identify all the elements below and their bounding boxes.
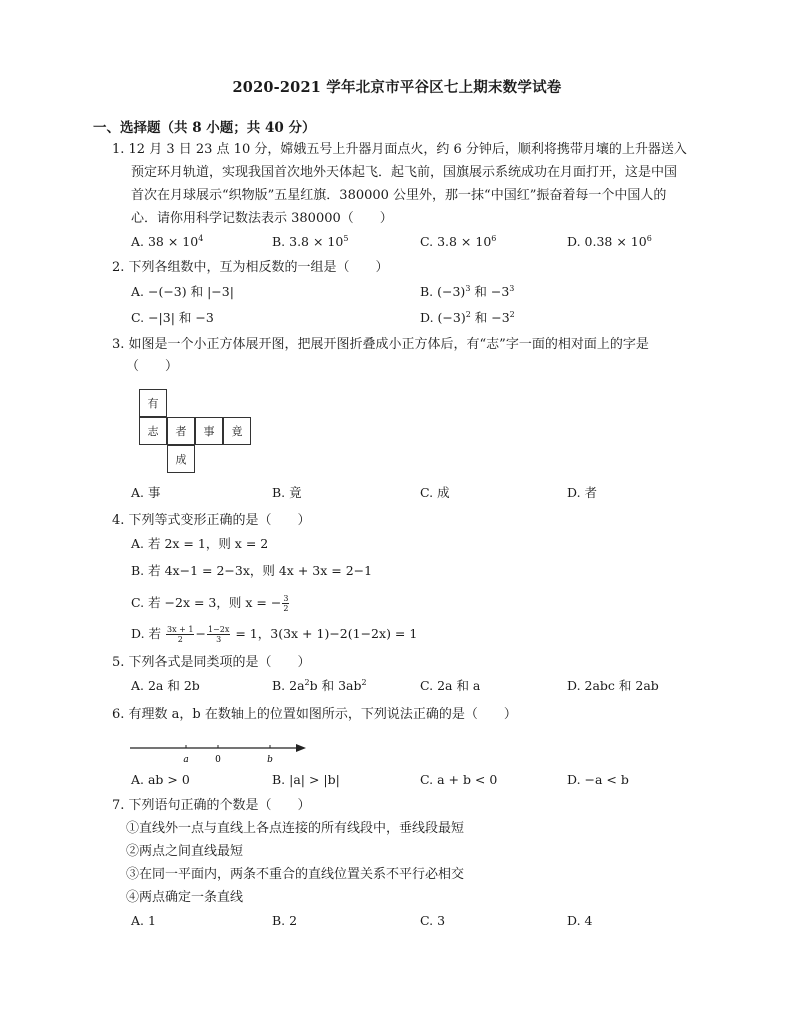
q1-option-a-exp: 4 — [198, 234, 204, 243]
number-line-figure — [128, 740, 308, 770]
q5-option-c[interactable]: C. 2a 和 a — [420, 678, 481, 693]
fraction-numerator: 3 — [283, 594, 289, 603]
q5-option-b[interactable] — [272, 678, 367, 694]
q1-line-2: 预定环月轨道，实现我国首次地外天体起飞．起飞前，国旗展示系统成功在月面打开，这是中国 — [131, 165, 678, 180]
q5-option-b-exp2: 2 — [361, 678, 367, 687]
net-cell-2: 者 — [167, 417, 195, 445]
q7-statement-1: ①直线外一点与直线上各点连接的所有线段中，垂线段最短 — [126, 821, 465, 836]
q2-option-d-base: D. (−3) — [420, 310, 466, 325]
q7-statement-2: ②两点之间直线最短 — [126, 844, 244, 859]
q1-option-b-text: B. 3.8 × 10 — [272, 234, 344, 249]
q4-option-d-fraction-2 — [207, 625, 230, 644]
fraction-denominator: 2 — [177, 635, 183, 644]
q2-option-b-base: B. (−3) — [420, 284, 466, 299]
fraction-denominator: 2 — [283, 604, 289, 613]
q1-option-d-exp: 6 — [646, 234, 652, 243]
q4-option-d[interactable] — [131, 625, 417, 644]
q2-option-b-mid: 和 −3 — [470, 284, 510, 299]
cube-net-figure — [139, 389, 255, 475]
q1-option-c-exp: 6 — [491, 234, 497, 243]
q2-option-d[interactable] — [420, 310, 515, 326]
q7-option-d[interactable]: D. 4 — [567, 913, 593, 928]
q6-stem: 6. 有理数 a，b 在数轴上的位置如图所示，下列说法正确的是（ ） — [112, 707, 517, 722]
q3-option-a[interactable]: A. 事 — [131, 485, 161, 500]
q7-option-a[interactable]: A. 1 — [131, 913, 156, 928]
q1-option-a[interactable] — [131, 234, 203, 250]
q1-option-a-text: A. 38 × 10 — [131, 234, 199, 249]
net-cell-top: 有 — [139, 389, 167, 417]
q3-option-d[interactable]: D. 者 — [567, 485, 598, 500]
q5-option-b-base: B. 2a — [272, 678, 305, 693]
q5-option-a[interactable]: A. 2a 和 2b — [131, 678, 200, 693]
q1-option-d[interactable] — [567, 234, 652, 250]
q6-option-d[interactable]: D. −a < b — [567, 772, 629, 787]
q1-option-b-exp: 5 — [343, 234, 349, 243]
q2-option-d-exp1: 2 — [465, 310, 471, 319]
q2-option-b-exp2: 3 — [509, 284, 515, 293]
q1-line-4: 心．请你用科学记数法表示 380000（ ） — [131, 211, 393, 226]
q7-option-b[interactable]: B. 2 — [272, 913, 298, 928]
q1-line-1: 1. 12 月 3 日 23 点 10 分，嫦娥五号上升器月面点火，约 6 分钟后，顺利将携带月壤的上升器送入 — [112, 142, 687, 157]
section-heading: 一、选择题（共 8 小题；共 40 分） — [93, 120, 316, 136]
q4-option-c[interactable] — [131, 594, 290, 613]
q3-option-c[interactable]: C. 成 — [420, 485, 450, 500]
net-cell-1: 志 — [139, 417, 167, 445]
minus-sign: − — [195, 626, 206, 641]
q6-option-c[interactable]: C. a + b < 0 — [420, 772, 498, 787]
q4-option-b[interactable]: B. 若 4x−1 = 2−3x，则 4x + 3x = 2−1 — [131, 563, 373, 578]
q1-option-d-text: D. 0.38 × 10 — [567, 234, 647, 249]
page-title: 2020-2021 学年北京市平谷区七上期末数学试卷 — [232, 79, 562, 96]
q1-line-3: 首次在月球展示“织物版”五星红旗．380000 公里外，那一抹“中国红”振奋着每一个中国人的 — [131, 188, 667, 203]
q3-option-b[interactable]: B. 竟 — [272, 485, 302, 500]
label-zero: 0 — [215, 755, 221, 765]
q2-option-a[interactable]: A. −(−3) 和 |−3| — [131, 284, 234, 299]
q7-option-c[interactable]: C. 3 — [420, 913, 446, 928]
q2-option-d-exp2: 2 — [509, 310, 515, 319]
q6-option-a[interactable]: A. ab > 0 — [131, 772, 190, 787]
arrow-head-icon — [296, 744, 306, 752]
q4-option-c-text: C. 若 −2x = 3，则 x = − — [131, 595, 282, 610]
q4-stem: 4. 下列等式变形正确的是（ ） — [112, 513, 311, 528]
q1-option-c[interactable] — [420, 234, 496, 250]
q2-option-b-exp1: 3 — [465, 284, 471, 293]
q3-stem: 3. 如图是一个小正方体展开图，把展开图折叠成小正方体后，有“志”字一面的相对面上的字是 — [112, 337, 649, 352]
fraction-numerator: 3x + 1 — [167, 625, 194, 634]
q7-stem: 7. 下列语句正确的个数是（ ） — [112, 798, 311, 813]
label-a: a — [183, 755, 189, 765]
q4-option-c-fraction — [282, 594, 289, 613]
q3-paren: （ ） — [126, 359, 179, 374]
q5-option-b-exp1: 2 — [304, 678, 310, 687]
q6-option-b[interactable]: B. |a| > |b| — [272, 772, 340, 787]
q2-option-c[interactable]: C. −|3| 和 −3 — [131, 310, 214, 325]
q4-option-d-prefix: D. 若 — [131, 626, 165, 641]
q2-option-b[interactable] — [420, 284, 514, 300]
q4-option-d-suffix: = 1，3(3x + 1)−2(1−2x) = 1 — [231, 626, 418, 641]
q1-option-c-text: C. 3.8 × 10 — [420, 234, 492, 249]
q5-option-b-mid: b 和 3ab — [309, 678, 362, 693]
q7-statement-4: ④两点确定一条直线 — [126, 890, 244, 905]
q1-option-b[interactable] — [272, 234, 348, 250]
fraction-numerator: 1−2x — [207, 625, 230, 634]
net-cell-3: 事 — [195, 417, 223, 445]
fraction-denominator: 3 — [216, 635, 222, 644]
q2-stem: 2. 下列各组数中，互为相反数的一组是（ ） — [112, 260, 389, 275]
q4-option-a[interactable]: A. 若 2x = 1，则 x = 2 — [131, 536, 269, 551]
q5-option-d[interactable]: D. 2abc 和 2ab — [567, 678, 659, 693]
net-cell-bottom: 成 — [167, 445, 195, 473]
label-b: b — [267, 755, 273, 765]
net-cell-4: 竟 — [223, 417, 251, 445]
q5-stem: 5. 下列各式是同类项的是（ ） — [112, 655, 311, 670]
q2-option-d-mid: 和 −3 — [470, 310, 510, 325]
q7-statement-3: ③在同一平面内，两条不重合的直线位置关系不平行必相交 — [126, 867, 465, 882]
q4-option-d-fraction-1 — [166, 625, 194, 644]
